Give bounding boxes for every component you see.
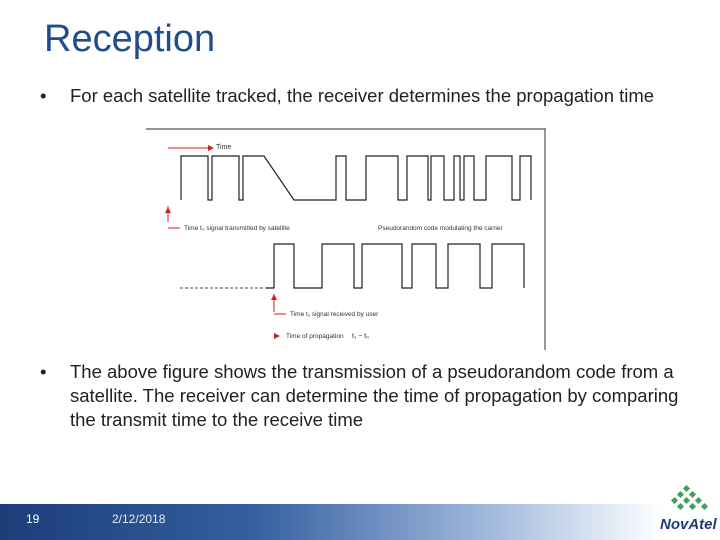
pseudorandom-code-figure xyxy=(146,128,548,350)
bullet-dot: • xyxy=(40,361,47,382)
bullet-text: The above figure shows the transmission of a pseudorandom code from a satellite. The receiver can determine the time of propagation by comparing the transmit time to the receive time xyxy=(70,361,679,430)
transmit-label: Time t₀ signal transmitted by satellite xyxy=(184,225,290,232)
bullet-dot: • xyxy=(40,85,47,106)
time-arrow-head xyxy=(208,145,214,151)
slide-title: Reception xyxy=(44,18,216,60)
bullet-text: For each satellite tracked, the receiver determines the propagation time xyxy=(70,85,655,106)
receive-marker-head xyxy=(271,294,277,300)
propagation-formula: t₁ − t₀ xyxy=(352,333,370,340)
footer-bar xyxy=(0,504,720,540)
slide-date: 2/12/2018 xyxy=(112,512,166,526)
transmit-marker-head xyxy=(165,207,171,213)
receive-label: Time t₁ signal received by user xyxy=(290,311,379,318)
received-code-waveform xyxy=(266,244,524,288)
propagation-arrow-head xyxy=(274,333,280,339)
code-label: Pseudorandom code modulating the carrier xyxy=(378,225,503,232)
transmitted-code-waveform xyxy=(181,156,531,200)
page-number: 19 xyxy=(26,512,40,526)
bullet-2 xyxy=(40,360,680,440)
logo-text: NovAtel xyxy=(660,516,717,533)
propagation-label: Time of propagation xyxy=(286,333,344,340)
time-label: Time xyxy=(216,144,232,151)
bullet-1 xyxy=(40,84,680,134)
